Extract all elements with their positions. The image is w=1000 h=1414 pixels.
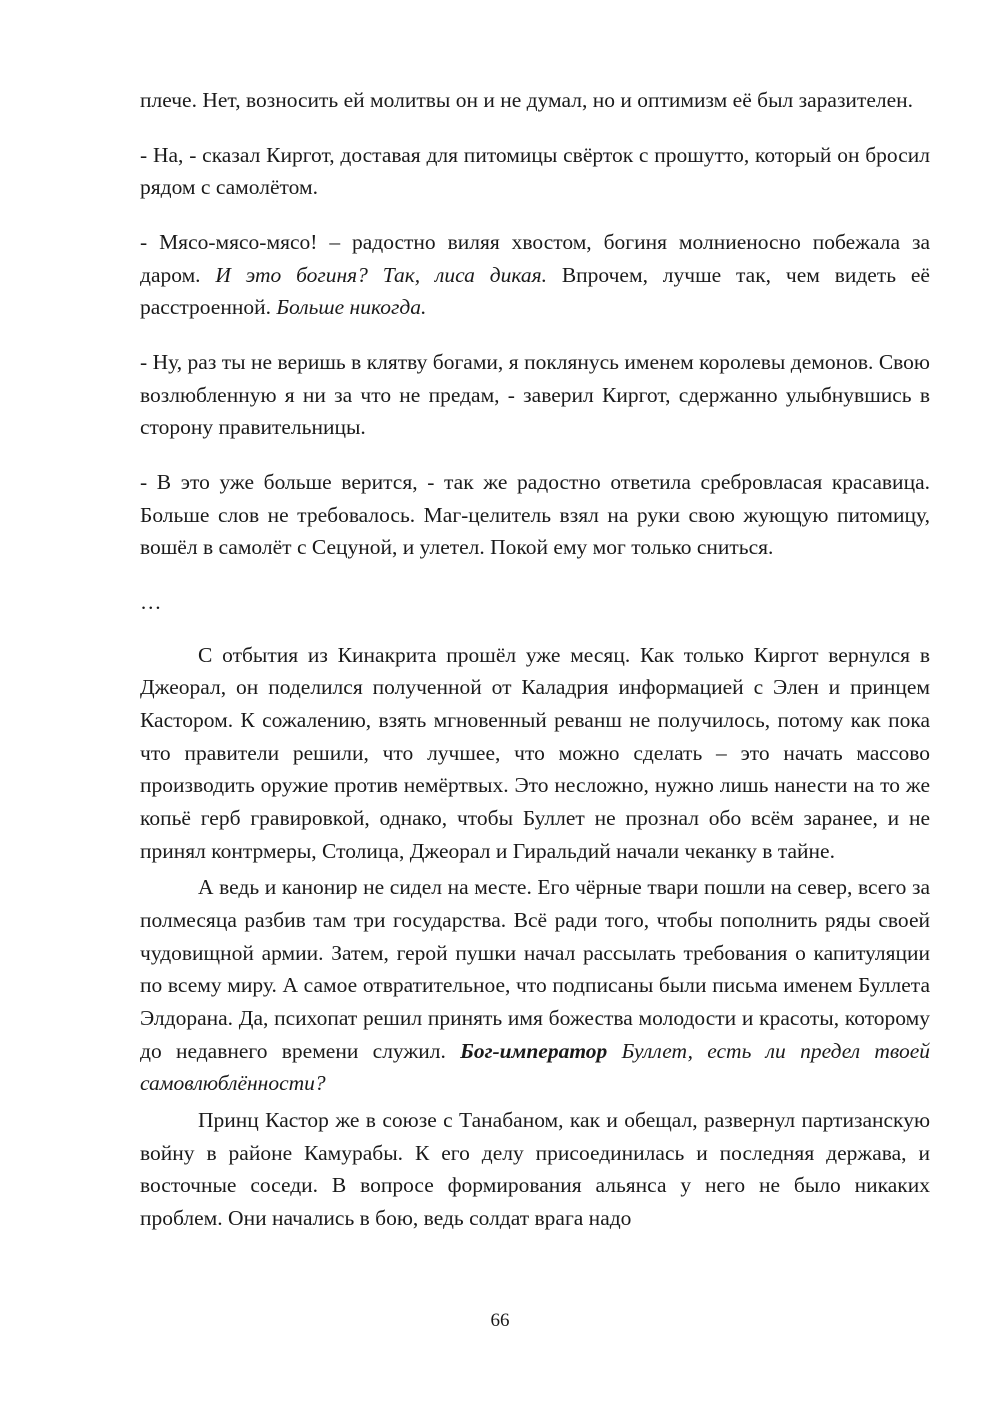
paragraph [140,226,930,324]
text-run: - В это уже больше верится, - так же радостно ответила сребровласая красавица. Больше слов не требовалось. Маг-целитель взял на руки свою жующую питомицу, вошёл в самолёт с Сецуной, и улетел. Покой ему мог только сниться. [140,470,930,560]
paragraph [140,871,930,1100]
italic-run: Буллет, есть ли предел твоей самовлюблённости? [140,1038,931,1096]
italic-run: И это богиня? Так, лиса дикая. [215,262,547,287]
paragraph [140,346,930,444]
text-run: - На, - сказал Киргот, доставая для питомицы свёрток с прошутто, который он бросил рядом с самолётом. [140,142,930,200]
paragraph [140,586,930,619]
page-body [140,84,930,1239]
text-run: … [140,590,162,615]
paragraph [140,466,930,564]
paragraph [140,139,930,204]
text-run: С отбытия из Кинакрита прошёл уже месяц. Как только Киргот вернулся в Джеорал, он поделился полученной от Каладрия информацией с Элен и принцем Кастором. К сожалению, взять мгновенный реванш не получилось, потому как пока что правители решили, что лучшее, что можно сделать – это начать массово производить оружие против немёртвых. Это несложно, нужно лишь нанести на то же копьё герб гравировкой, однако, чтобы Буллет не прознал обо всём заранее, и не принял контрмеры, Столица, Джеорал и Гиральдий начали чеканку в тайне. [140,642,930,863]
text-run: плече. Нет, возносить ей молитвы он и не думал, но и оптимизм её был заразителен. [140,88,914,112]
paragraph [140,639,930,868]
paragraph [140,1104,930,1235]
text-run: - Мясо-мясо-мясо! – радостно виляя хвостом, богиня молниеносно побежала за даром. [140,230,930,287]
paragraph [140,84,930,117]
page-number: 66 [490,1310,510,1331]
italic-run: Больше никогда. [276,295,427,320]
text-run: Принц Кастор же в союзе с Танабаном, как и обещал, развернул партизанскую войну в районе Камурабы. К его делу присоединилась и последняя держава, и восточные соседи. В вопросе формирования альянса у него не было никаких проблем. Они начались в бою, ведь солдат врага надо [140,1108,930,1231]
bold-italic-run: Бог-император [460,1038,608,1063]
text-run: А ведь и канонир не сидел на месте. Его чёрные твари пошли на север, всего за полмесяца разбив там три государства. Всё ради того, чтобы пополнить ряды своей чудовищной армии. Затем, герой пушки начал рассылать требования о капитуляции по всему миру. А самое отвратительное, что подписаны были письма именем Буллета Элдорана. Да, психопат решил принять имя божества молодости и красоты, которому до недавнего времени служил. [140,875,930,1063]
text-run: - Ну, раз ты не веришь в клятву богами, я поклянусь именем королевы демонов. Свою возлюбленную я ни за что не предам, - заверил Киргот, сдержанно улыбнувшись в сторону правительницы. [140,350,930,440]
text-run: Впрочем, лучше так, чем видеть её расстроенной. [140,262,930,320]
